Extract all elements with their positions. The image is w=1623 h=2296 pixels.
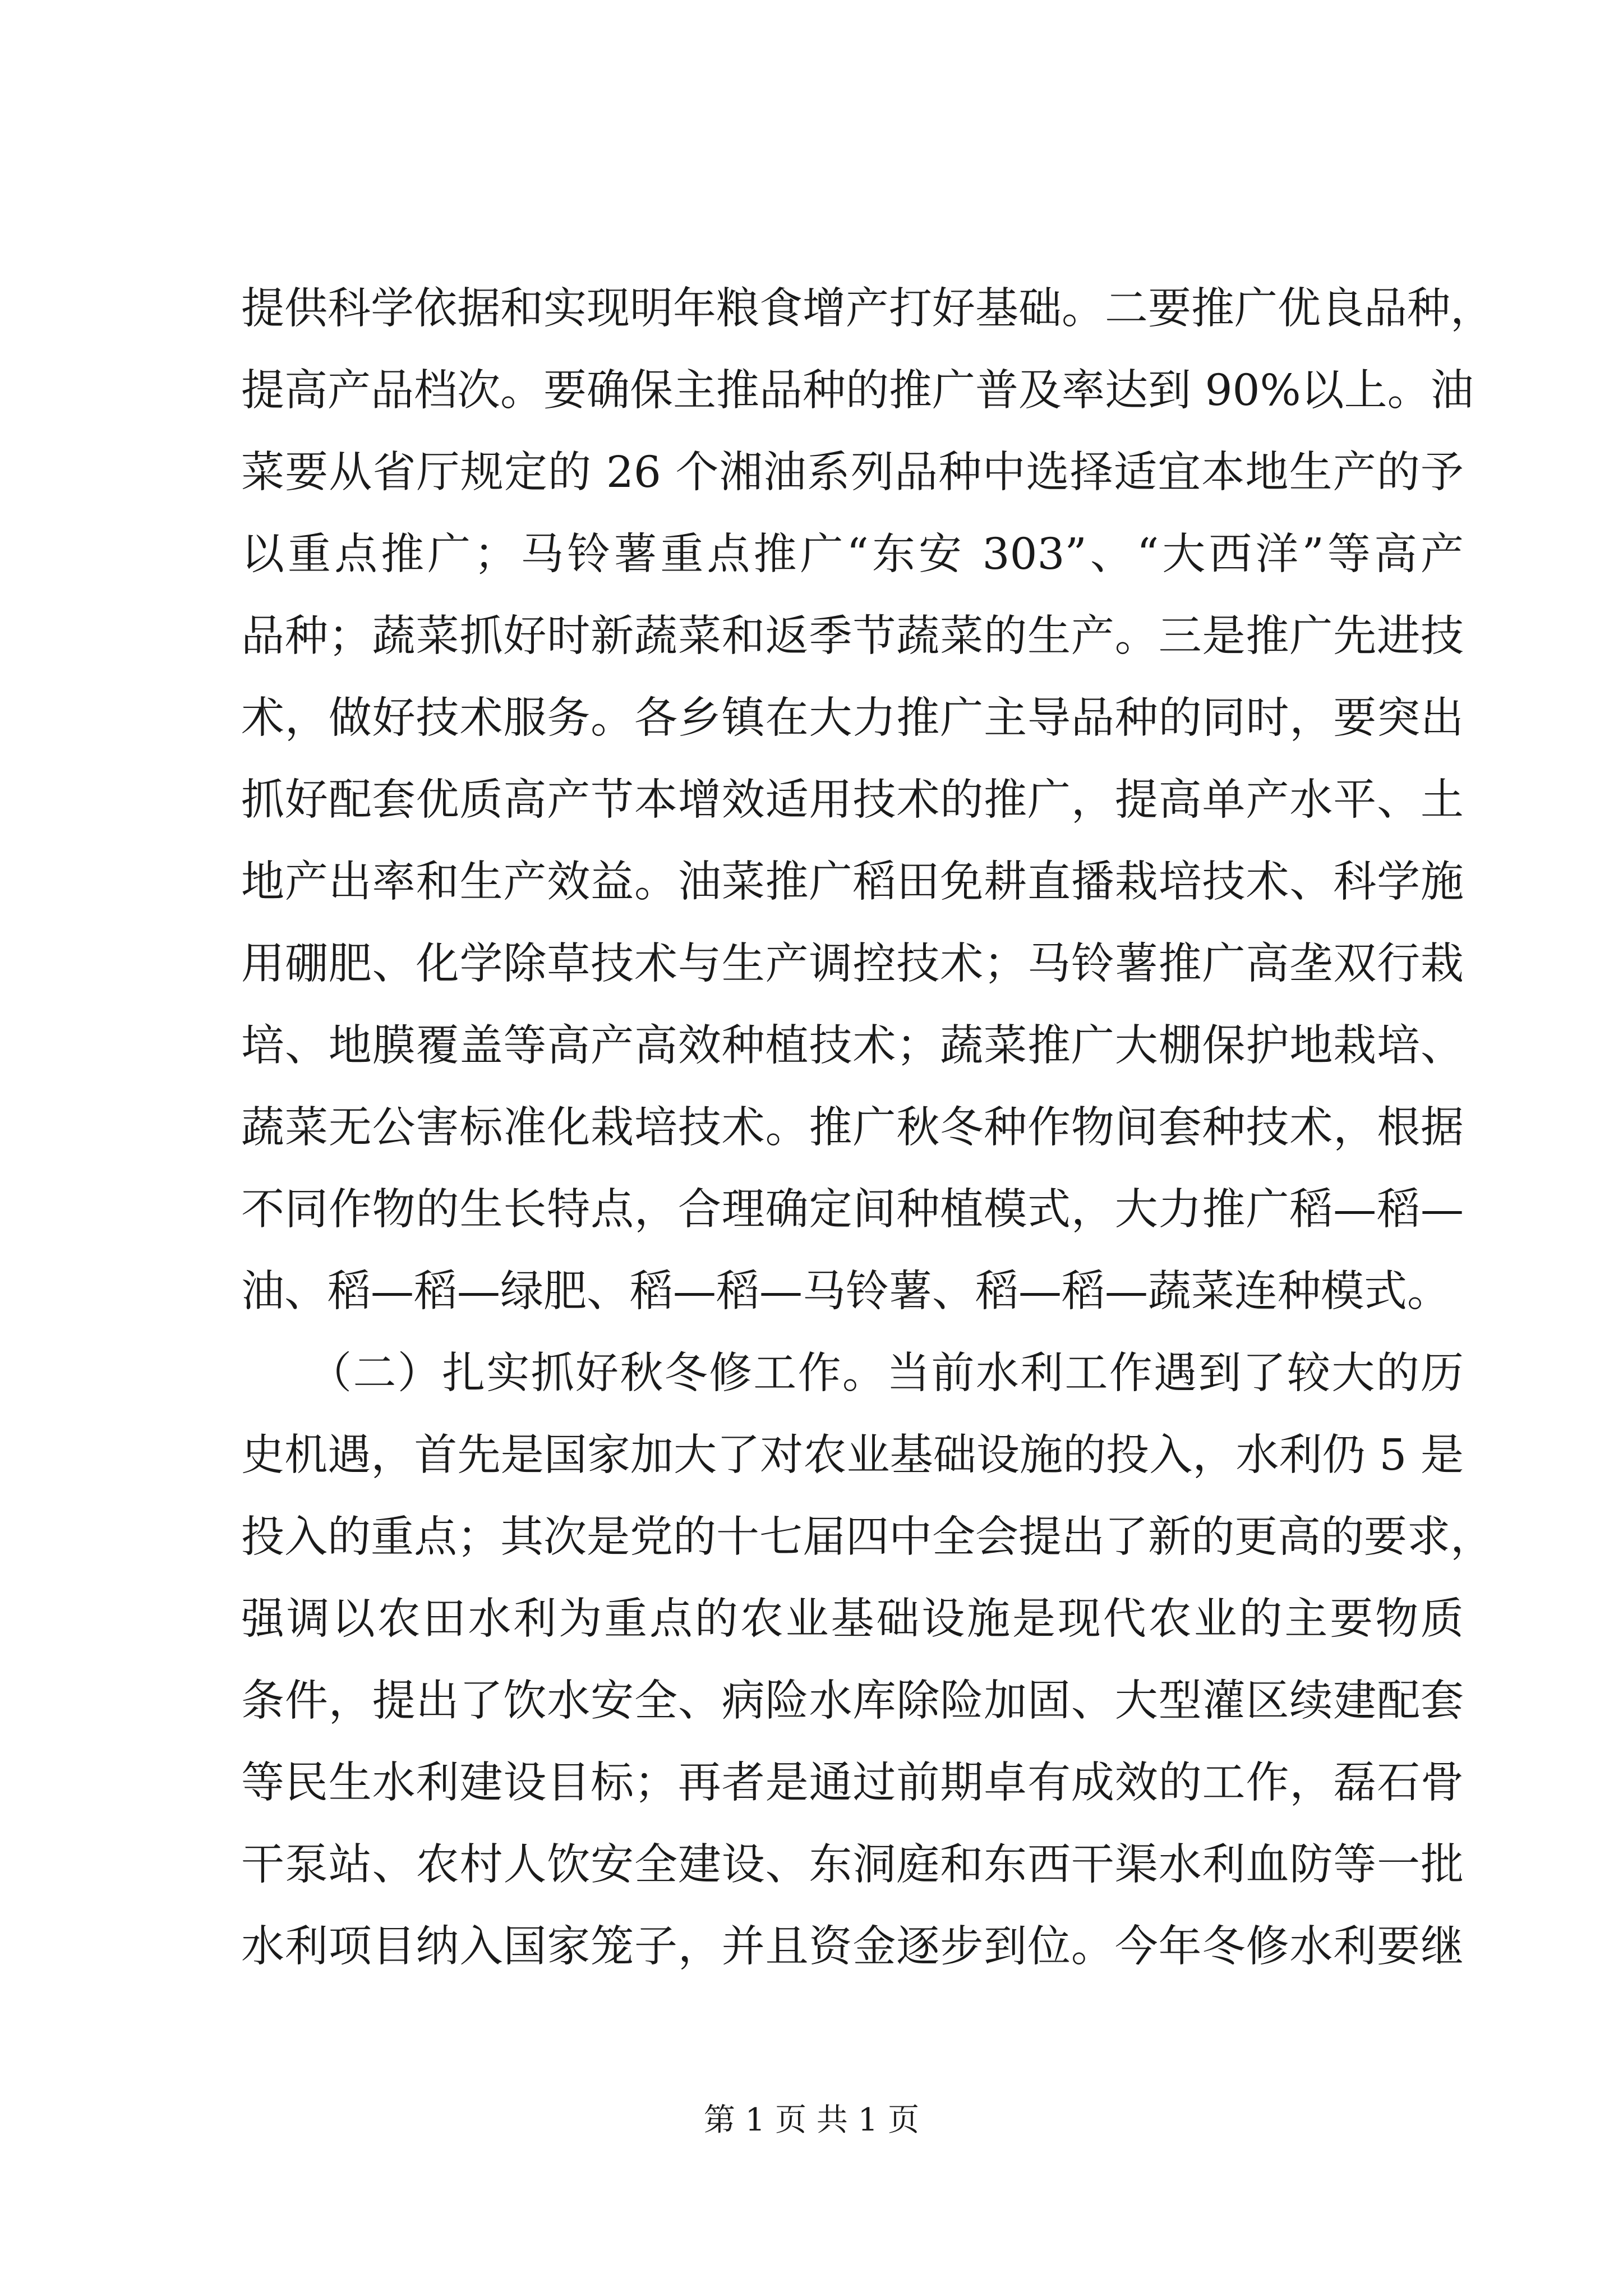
- text-line: 强调以农田水利为重点的农业基础设施是现代农业的主要物质: [241, 1594, 1464, 1644]
- text-line: 抓好配套优质高产节本增效适用技术的推广，提高单产水平、土: [241, 775, 1464, 825]
- text-line: （二）扎实抓好秋冬修工作。当前水利工作遇到了较大的历: [241, 1349, 1464, 1398]
- text-line: 菜要从省厅规定的 26 个湘油系列品种中选择适宜本地生产的予: [241, 448, 1464, 498]
- text-line: 干泵站、农村人饮安全建设、东洞庭和东西干渠水利血防等一批: [241, 1840, 1464, 1890]
- document-body: [241, 268, 1493, 1988]
- text-line: 用硼肥、化学除草技术与生产调控技术；马铃薯推广高垄双行栽: [241, 939, 1464, 989]
- text-line: 条件，提出了饮水安全、病险水库除险加固、大型灌区续建配套: [241, 1676, 1464, 1726]
- paragraph-end-line: 油、稻—稻—绿肥、稻—稻—马铃薯、稻—稻—蔬菜连种模式。: [241, 1267, 1450, 1317]
- text-line: 蔬菜无公害标准化栽培技术。推广秋冬种作物间套种技术，根据: [241, 1103, 1464, 1153]
- text-line: 不同作物的生长特点，合理确定间种植模式，大力推广稻—稻—: [241, 1185, 1464, 1235]
- text-line: 投入的重点；其次是党的十七届四中全会提出了新的更高的要求，: [241, 1512, 1493, 1562]
- text-line: 培、地膜覆盖等高产高效种植技术；蔬菜推广大棚保护地栽培、: [241, 1021, 1464, 1071]
- text-line: 提供科学依据和实现明年粮食增产打好基础。二要推广优良品种，: [241, 284, 1493, 334]
- text-line: 以重点推广；马铃薯重点推广“东安 303”、“大西洋”等高产: [241, 530, 1464, 579]
- text-line: 提高产品档次。要确保主推品种的推广普及率达到 90%以上。油: [241, 366, 1474, 416]
- text-line: 等民生水利建设目标；再者是通过前期卓有成效的工作，磊石骨: [241, 1758, 1464, 1808]
- text-line: 史机遇，首先是国家加大了对农业基础设施的投入，水利仍 5 是: [241, 1430, 1464, 1480]
- text-line: 品种；蔬菜抓好时新蔬菜和返季节蔬菜的生产。三是推广先进技: [241, 611, 1464, 661]
- page-footer: [0, 2098, 1623, 2143]
- text-line: 术，做好技术服务。各乡镇在大力推广主导品种的同时，要突出: [241, 693, 1464, 743]
- text-line: 地产出率和生产效益。油菜推广稻田免耕直播栽培技术、科学施: [241, 857, 1464, 907]
- text-line: 水利项目纳入国家笼子，并且资金逐步到位。今年冬修水利要继: [241, 1922, 1464, 1972]
- page-number-label: 第 1 页 共 1 页: [703, 2102, 920, 2138]
